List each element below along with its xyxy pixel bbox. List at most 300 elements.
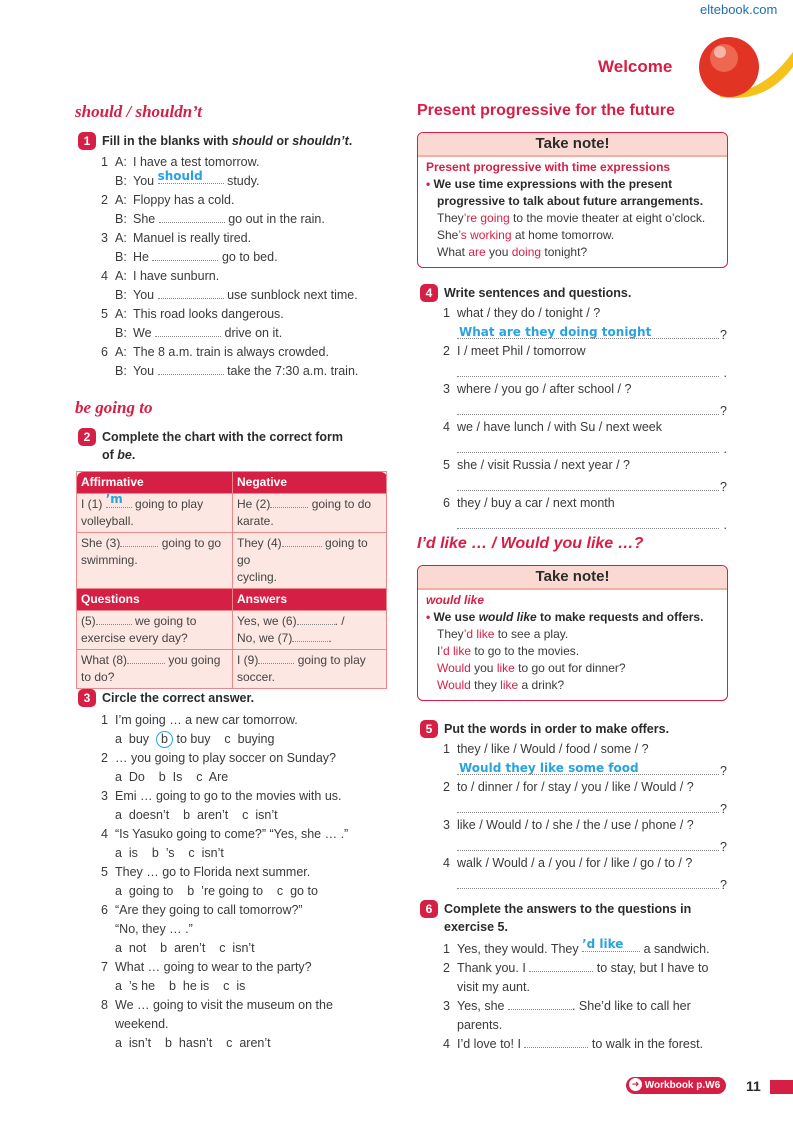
item-number: 4 [101, 269, 108, 283]
options-text: a not b aren’t c isn’t [115, 941, 255, 955]
answer-blank[interactable] [582, 937, 640, 952]
cell-text: She (3) [81, 536, 121, 550]
cell-text: . [328, 631, 332, 645]
example-text: to the movie theater at eight o’clock. [509, 211, 706, 225]
line-text: This road looks dangerous. [133, 307, 284, 321]
header-answers: Answers [233, 589, 387, 611]
options-text: a doesn’t b aren’t c isn’t [115, 808, 278, 822]
line-text: The 8 a.m. train is always crowded. [133, 345, 329, 359]
answer-options[interactable] [101, 939, 401, 958]
handwritten-answer: ’m [105, 492, 123, 506]
speaker-label: B: [115, 364, 127, 378]
exercise-4-heading [420, 284, 631, 302]
exercise-6-heading [420, 900, 740, 936]
handwritten-answer: Would they like some food [459, 761, 639, 775]
item-text: a sandwich. [643, 942, 710, 956]
prompt-text: to / dinner / for / stay / you / like / Would / ? [457, 780, 694, 794]
section-title-be-going-to: be going to [75, 398, 153, 417]
note-subtitle: Present progressive with time expressions [426, 160, 671, 174]
item-text: I’d love to! I [457, 1037, 521, 1051]
item-number: 2 [443, 344, 450, 358]
line-text: He [133, 250, 149, 264]
question-text: “Is Yasuko going to come?” “Yes, she … .” [115, 827, 349, 841]
note-subtitle: would like [426, 593, 485, 607]
chart-cell [77, 533, 233, 589]
example-text: you [470, 661, 497, 675]
line-text: You [133, 174, 155, 188]
answer-blank[interactable] [258, 652, 294, 664]
cell-text: going to go [161, 536, 222, 550]
workbook-link[interactable] [626, 1077, 726, 1094]
dialogue-line [101, 286, 401, 305]
instruction-text: exercise 5. [444, 920, 508, 934]
options-text: to buy c buying [173, 732, 275, 746]
note-example [426, 677, 719, 694]
item-number: 2 [101, 193, 108, 207]
cell-text: Yes, we (6) [237, 614, 297, 628]
cell-text: going to play [297, 653, 366, 667]
answer-options[interactable] [101, 1034, 401, 1053]
prompt [443, 342, 733, 361]
exercise-number: 4 [420, 284, 438, 302]
unit-title: Welcome [598, 57, 673, 76]
instruction-emphasis: should [231, 134, 273, 148]
answer-blank[interactable] [105, 492, 132, 508]
note-rule: • We use time expressions with the present [426, 177, 673, 191]
line-text: take the 7:30 a.m. train. [227, 364, 359, 378]
answer-underline [457, 812, 719, 813]
example-highlight: like [500, 678, 519, 692]
prompt [443, 418, 733, 437]
cell-text: you going [168, 653, 221, 667]
item-continuation: parents. [457, 1018, 503, 1032]
question-text: “Are they going to call tomorrow?” [115, 903, 303, 917]
item-text: Thank you. I [457, 961, 526, 975]
circled-answer[interactable]: b [156, 731, 173, 748]
prompt-text: like / Would / to / she / the / use / phone / ? [457, 818, 694, 832]
cell-text: What (8) [81, 653, 128, 667]
arrow-right-icon: ➜ [629, 1078, 642, 1091]
note-rule-emphasis: would like [478, 610, 537, 624]
question [101, 901, 401, 920]
answer-options[interactable] [101, 806, 401, 825]
question-text: Emi … going to go to the movies with us. [115, 789, 342, 803]
options-text: a is b ’s c isn’t [115, 846, 224, 860]
line-text: We [133, 326, 152, 340]
answer-blank[interactable] [158, 363, 224, 375]
instruction-text: Write sentences and questions. [444, 286, 632, 300]
instruction-text: . [131, 448, 136, 462]
line-text: I have a test tomorrow. [133, 155, 260, 169]
options-text: a Do b Is c Are [115, 770, 229, 784]
line-text: study. [227, 174, 260, 188]
speaker-label: A: [115, 155, 127, 169]
dialogue-line [101, 343, 401, 362]
speaker-label: B: [115, 250, 127, 264]
answer-blank[interactable] [127, 652, 165, 664]
exercise-5-heading [420, 720, 669, 738]
dialogue-line [101, 169, 401, 191]
answer-line[interactable] [443, 475, 733, 494]
note-example [426, 660, 719, 677]
item-number: 3 [443, 818, 450, 832]
dialogue-line [101, 229, 401, 248]
dialogue-line [101, 191, 401, 210]
list-item [443, 997, 743, 1016]
example-highlight: doing [511, 245, 542, 259]
example-text: I [437, 644, 441, 658]
answer-blank[interactable] [297, 613, 335, 625]
line-text: She [133, 212, 156, 226]
item-number: 3 [443, 999, 450, 1013]
end-punctuation: ? [720, 328, 727, 342]
prompt-text: I / meet Phil / tomorrow [457, 344, 586, 358]
be-going-to-chart [76, 471, 387, 689]
cell-text: I (1) [81, 497, 103, 511]
line-text: Manuel is really tired. [133, 231, 252, 245]
item-text: to walk in the forest. [591, 1037, 704, 1051]
exercise-3-heading [78, 689, 254, 707]
instruction-text: Circle the correct answer. [102, 691, 255, 705]
question-text: What … going to wear to the party? [115, 960, 312, 974]
cell-text: cycling. [237, 570, 278, 584]
line-text: You [133, 288, 155, 302]
line-text: use sunblock next time. [227, 288, 358, 302]
handwritten-answer: What are they doing tonight [459, 325, 652, 339]
answer-blank[interactable] [508, 998, 572, 1010]
item-text: Yes, she [457, 999, 505, 1013]
answer-blank[interactable] [292, 630, 328, 642]
item-number: 4 [443, 1037, 450, 1051]
end-punctuation: . [723, 518, 727, 532]
exercise-3-list [101, 711, 401, 1053]
answer-blank[interactable] [270, 496, 308, 508]
answer-options[interactable] [101, 768, 401, 787]
question [101, 711, 401, 730]
example-text: a drink? [518, 678, 565, 692]
example-highlight: ’re going [463, 211, 510, 225]
answer-line[interactable] [443, 399, 733, 418]
list-item [443, 937, 743, 959]
example-text: they [470, 678, 501, 692]
example-text: at home tomorrow. [511, 228, 615, 242]
item-number: 7 [101, 960, 108, 974]
list-item [443, 1035, 743, 1054]
item-number: 6 [101, 903, 108, 917]
prompt [443, 740, 733, 759]
instruction-emphasis: shouldn’t [292, 134, 349, 148]
end-punctuation: . [723, 366, 727, 380]
answer-line[interactable] [443, 437, 733, 456]
item-number: 5 [101, 865, 108, 879]
prompt [443, 854, 733, 873]
speaker-label: A: [115, 345, 127, 359]
note-example [426, 227, 719, 244]
item-number: 1 [443, 742, 450, 756]
item-number: 8 [101, 998, 108, 1012]
prompt-text: walk / Would / a / you / for / like / go / to / ? [457, 856, 693, 870]
chart-cell [233, 650, 387, 689]
prompt [443, 816, 733, 835]
exercise-number: 6 [420, 900, 438, 918]
cell-text: going to play [135, 497, 204, 511]
speaker-label: B: [115, 174, 127, 188]
line-text: I have sunburn. [133, 269, 220, 283]
end-punctuation: ? [720, 878, 727, 892]
example-text: to go to the movies. [471, 644, 580, 658]
answer-blank[interactable] [120, 535, 158, 547]
take-note-box-1 [417, 132, 728, 268]
answer-options[interactable] [101, 977, 401, 996]
prompt [443, 494, 733, 513]
speaker-label: B: [115, 326, 127, 340]
cell-text: to do? [81, 670, 115, 684]
item-number: 2 [101, 751, 108, 765]
item-number: 3 [101, 231, 108, 245]
example-text: What [437, 245, 469, 259]
item-number: 2 [443, 961, 450, 975]
question-continuation: “No, they … .” [115, 922, 193, 936]
answer-underline [457, 490, 719, 491]
welcome-ball-icon [690, 22, 793, 102]
example-text: you [485, 245, 512, 259]
answer-underline [457, 528, 719, 529]
cell-text: karate. [237, 514, 274, 528]
instruction-text: of [102, 448, 118, 462]
example-highlight: Would [437, 678, 471, 692]
note-example [426, 626, 719, 643]
answer-blank[interactable] [155, 325, 221, 337]
instruction-text: Put the words in order to make offers. [444, 722, 670, 736]
item-number: 4 [101, 827, 108, 841]
header-negative: Negative [233, 472, 387, 494]
handwritten-answer: ’d like [582, 937, 624, 951]
item-number: 1 [443, 942, 450, 956]
note-example [426, 244, 719, 261]
exercise-1-list [101, 153, 401, 381]
chart-cell [233, 533, 387, 589]
end-punctuation: ? [720, 480, 727, 494]
instruction-text: or [272, 134, 293, 148]
answer-options[interactable] [101, 844, 401, 863]
end-punctuation: . [723, 442, 727, 456]
item-text: . She’d like to call her [571, 999, 691, 1013]
example-highlight: Would [437, 661, 471, 675]
line-text: go out in the rain. [228, 212, 325, 226]
example-text: She [437, 228, 459, 242]
item-number: 4 [443, 856, 450, 870]
cell-text: (5) [81, 614, 96, 628]
answer-underline [457, 452, 719, 453]
dialogue-line [101, 324, 401, 343]
instruction-emphasis: be [117, 448, 132, 462]
answer-blank[interactable] [529, 960, 593, 972]
note-rule-text: We use time expressions with the present [433, 177, 673, 191]
answer-underline [457, 414, 719, 415]
answer-blank[interactable] [152, 249, 218, 261]
answer-blank[interactable] [524, 1036, 588, 1048]
cell-text: I (9) [237, 653, 259, 667]
handwritten-answer: should [157, 169, 203, 183]
item-number: 3 [443, 382, 450, 396]
options-text: a ’s he b he is c is [115, 979, 246, 993]
answer-underline [457, 888, 719, 889]
page-number: 11 [746, 1078, 761, 1094]
note-example [426, 210, 719, 227]
chart-cell [77, 650, 233, 689]
answer-underline [457, 774, 719, 775]
answer-line[interactable] [443, 835, 733, 854]
prompt [443, 380, 733, 399]
dialogue-line [101, 362, 401, 381]
answer-blank[interactable] [157, 169, 224, 184]
exercise-2-heading [78, 428, 398, 464]
answer-underline [457, 376, 719, 377]
example-highlight: ’d like [463, 627, 495, 641]
answer-underline [457, 850, 719, 851]
question-text: We … going to visit the museum on the [115, 998, 333, 1012]
example-highlight: ’s working [458, 228, 512, 242]
cell-text: He (2) [237, 497, 271, 511]
example-text: to see a play. [494, 627, 569, 641]
exercise-number: 5 [420, 720, 438, 738]
answer-blank[interactable] [282, 535, 322, 547]
options-text: a isn’t b hasn’t c aren’t [115, 1036, 271, 1050]
take-note-heading: Take note! [418, 133, 727, 155]
line-text: go to bed. [221, 250, 278, 264]
item-number: 1 [443, 306, 450, 320]
answer-options[interactable] [101, 882, 401, 901]
item-number: 4 [443, 420, 450, 434]
question [101, 787, 401, 806]
cell-text: No, we (7) [237, 631, 293, 645]
instruction-text: Fill in the blanks with [102, 134, 232, 148]
answer-line[interactable] [443, 797, 733, 816]
question-text: I’m going … a new car tomorrow. [115, 713, 298, 727]
note-rule-text: progressive to talk about future arrangements. [437, 194, 704, 208]
dialogue-line [101, 305, 401, 324]
answer-blank[interactable] [96, 613, 132, 625]
end-punctuation: ? [720, 404, 727, 418]
question-continuation: weekend. [115, 1017, 169, 1031]
speaker-label: B: [115, 288, 127, 302]
example-highlight: ’d like [440, 644, 472, 658]
prompt-text: what / they do / tonight / ? [457, 306, 601, 320]
site-link[interactable]: eltebook.com [700, 2, 778, 17]
speaker-label: A: [115, 269, 127, 283]
item-number: 5 [101, 307, 108, 321]
section-title-id-like: I’d like … / Would you like …? [417, 535, 644, 552]
take-note-heading: Take note! [418, 566, 727, 588]
exercise-number: 2 [78, 428, 96, 446]
item-number: 1 [101, 155, 108, 169]
example-text: They [437, 211, 464, 225]
prompt-text: they / like / Would / food / some / ? [457, 742, 649, 756]
line-text: You [133, 364, 155, 378]
question [101, 996, 401, 1015]
note-example [426, 643, 719, 660]
workbook-link-label: Workbook p.W6 [644, 1080, 721, 1091]
page-tab-decoration [770, 1080, 793, 1094]
section-title-present-progressive: Present progressive for the future [417, 102, 675, 119]
exercise-1-heading [78, 132, 352, 150]
answer-line[interactable] [443, 513, 733, 532]
options-text: a buy [115, 732, 150, 746]
item-number: 2 [443, 780, 450, 794]
take-note-box-2 [417, 565, 728, 701]
instruction-text: Complete the chart with the correct form [102, 430, 344, 444]
note-rule-text: to make requests and offers. [536, 610, 704, 624]
exercise-6-list [443, 937, 743, 1054]
answer-options[interactable] [101, 730, 401, 749]
exercise-number: 1 [78, 132, 96, 150]
answer-blank[interactable] [159, 211, 225, 223]
cell-text: going to do [311, 497, 372, 511]
exercise-number: 3 [78, 689, 96, 707]
cell-text: volleyball. [81, 514, 134, 528]
end-punctuation: ? [720, 802, 727, 816]
header-questions: Questions [77, 589, 233, 611]
dialogue-line [101, 153, 401, 172]
chart-cell [233, 611, 387, 650]
note-rule-text: We use [433, 610, 479, 624]
question-text: … you going to play soccer on Sunday? [115, 751, 336, 765]
dialogue-line [101, 248, 401, 267]
exercise-5-list [443, 740, 733, 892]
chart-cell [77, 494, 233, 533]
chart-cell [233, 494, 387, 533]
question [101, 863, 401, 882]
example-text: tonight? [541, 245, 588, 259]
dialogue-line [101, 267, 401, 286]
prompt [443, 778, 733, 797]
answer-line[interactable] [443, 361, 733, 380]
question [101, 825, 401, 844]
line-text: drive on it. [224, 326, 283, 340]
answer-line[interactable] [443, 323, 733, 342]
answer-underline [457, 338, 719, 339]
item-number: 6 [443, 496, 450, 510]
chart-cell [77, 611, 233, 650]
line-text: Floppy has a cold. [133, 193, 235, 207]
section-title-should: should / shouldn’t [75, 102, 202, 121]
prompt-text: she / visit Russia / next year / ? [457, 458, 630, 472]
note-rule: • We use would like to make requests and offers. [426, 610, 704, 624]
end-punctuation: ? [720, 840, 727, 854]
header-affirmative: Affirmative [77, 472, 233, 494]
end-punctuation: ? [720, 764, 727, 778]
list-item [443, 959, 743, 978]
options-text: a going to b ’re going to c go to [115, 884, 318, 898]
speaker-label: A: [115, 307, 127, 321]
question-text: They … go to Florida next summer. [115, 865, 311, 879]
exercise-4-list [443, 304, 733, 532]
answer-line[interactable] [443, 759, 733, 778]
answer-line[interactable] [443, 873, 733, 892]
cell-text: . / [334, 614, 345, 628]
item-text: to stay, but I have to [596, 961, 709, 975]
speaker-label: A: [115, 231, 127, 245]
question [101, 958, 401, 977]
cell-text: we going to [135, 614, 197, 628]
answer-blank[interactable] [158, 287, 224, 299]
cell-text: soccer. [237, 670, 276, 684]
example-text: They [437, 627, 464, 641]
prompt-text: they / buy a car / next month [457, 496, 615, 510]
cell-text: exercise every day? [81, 631, 188, 645]
item-number: 6 [101, 345, 108, 359]
item-text: Yes, they would. They [457, 942, 579, 956]
